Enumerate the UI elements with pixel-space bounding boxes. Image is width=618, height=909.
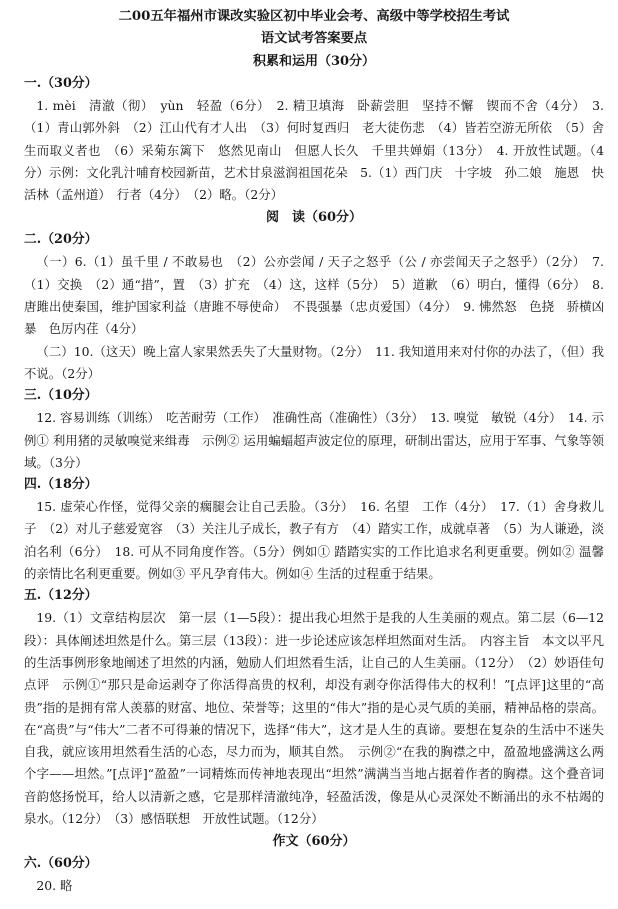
section-heading-composition: 作文（60分）: [272, 834, 356, 850]
question-heading-4: 四.（18分）: [24, 477, 98, 493]
question-heading-5: 五.（12分）: [24, 588, 98, 604]
document-title: 二00五年福州市课改实验区初中毕业会考、高级中等学校招生考试: [118, 9, 510, 24]
answer-block-2-part2: （二）10.（这天）晚上富人家果然丢失了大量财物。（2分） 11. 我知道用来对付你的办法了，（但）我不说。（2分）: [24, 343, 604, 381]
answer-block-4: 15. 虚荣心作怪，觉得父亲的瘸腿会让自己丢脸。（3分） 16. 名望 工作（4分） 17.（1）舍身救儿子 （2）对儿子慈爱宽容 （3）关注儿子成长，教子有方 （4）踏实工作，成就卓著 （5）为人谦逊，淡泊名利（6分） 18. 可从不同角度作答。（5分）例如① 踏踏实实的工作比追求名利更重要。例如② 温馨的亲情比名利更重要。例如③ 平凡孕育伟大。例如④ 生活的过程重于结果。: [24, 499, 604, 582]
answer-block-3: 12. 容易训练（训练） 吃苦耐劳（工作） 准确性高（准确性）（3分） 13. 嗅觉 敏锐（4分） 14. 示例① 利用猪的灵敏嗅觉来缉毒 示例② 运用蝙蝠超声波定位的原理，研制出雷达，应用于军事、气象等领域。（3分）: [24, 410, 604, 470]
section-heading-accumulation: 积累和运用（30分）: [252, 54, 376, 69]
question-heading-3: 三.（10分）: [24, 388, 98, 404]
question-heading-6: 六.（60分）: [24, 856, 98, 872]
document-subtitle: 语文试考答案要点: [260, 31, 368, 46]
question-heading-2: 二.（20分）: [24, 232, 98, 248]
answer-block-5: 19.（1）文章结构层次 第一层（1—5段）：提出我心坦然于是我的人生美丽的观点。第二层（6—12段）：具体阐述坦然是什么。第三层（13段）：进一步论述应该怎样坦然面对生活。 内容主旨 本文以平凡的生活事例形象地阐述了坦然的内涵，勉励人们坦然看生活，让自己的人生美丽。（12分） （2）妙语佳句点评 示例①“那只是命运剥夺了你活得高贵的权利，却没有剥夺你活得伟大的权利！”[点评]这里的“高贵”指的是拥有常人羡慕的财富、地位、荣誉等；这里的“伟大”指的是心灵气质的美丽，精神品格的崇高。在“高贵”与“伟大”二者不可得兼的情况下，选择“伟大”，这才是人生的真谛。要想在复杂的生活中不迷失自我，就应该用坦然看生活的心态，尽力而为，顺其自然。 示例②“在我的胸襟之中，盈盈地盛满这么两个字——坦然。”[点评]“盈盈”一词精炼而传神地表现出“坦然”满满当当地占据着作者的胸襟。这个叠音词音韵悠扬悦耳，给人以清新之感，它是那样清澈纯净，轻盈活泼，像是从心灵深处不断涌出的永不枯竭的泉水。（12分） （3）感悟联想 开放性试题。（12分）: [24, 610, 604, 827]
section-heading-reading: 阅 读（60分）: [265, 210, 363, 226]
answer-block-6: 20. 略: [36, 878, 73, 894]
question-heading-1: 一.（30分）: [24, 76, 98, 91]
answer-block-2-part1: （一）6.（1）虽千里 / 不敢易也 （2）公亦尝闻 / 天子之怒乎（公 / 亦尝闻天子之怒乎）（2分） 7.（1）交换 （2）通“措”，置 （3）扩充 （4）这，这样（5分） 5）道歉 （6）明白，懂得（6分） 8. 唐雎出使秦国，维护国家利益（唐雎不辱使命） 不畏强暴（忠贞爱国）（4分） 9. 怫然怒 色挠 骄横凶暴 色厉内荏（4分）: [24, 254, 604, 337]
answer-block-1: 1. mèi 清澈（彻） yùn 轻盈（6分） 2. 精卫填海 卧薪尝胆 坚持不懈 锲而不舍（4分） 3.（1）青山郭外斜 （2）江山代有才人出 （3）何时复西归 老大徒伤悲 （4）皆若空游无所依 （5）舍生而取义者也 （6）采菊东篱下 悠然见南山 但愿人长久 千里共婵娟（13分） 4. 开放性试题。（4分）示例：文化乳汁哺育校园新苗，艺术甘泉滋润祖国花朵 5.（1）西门庆 十字坡 孙二娘 施恩 快活林（孟州道） 行者（4分） （2）略。（2分）: [24, 98, 604, 203]
